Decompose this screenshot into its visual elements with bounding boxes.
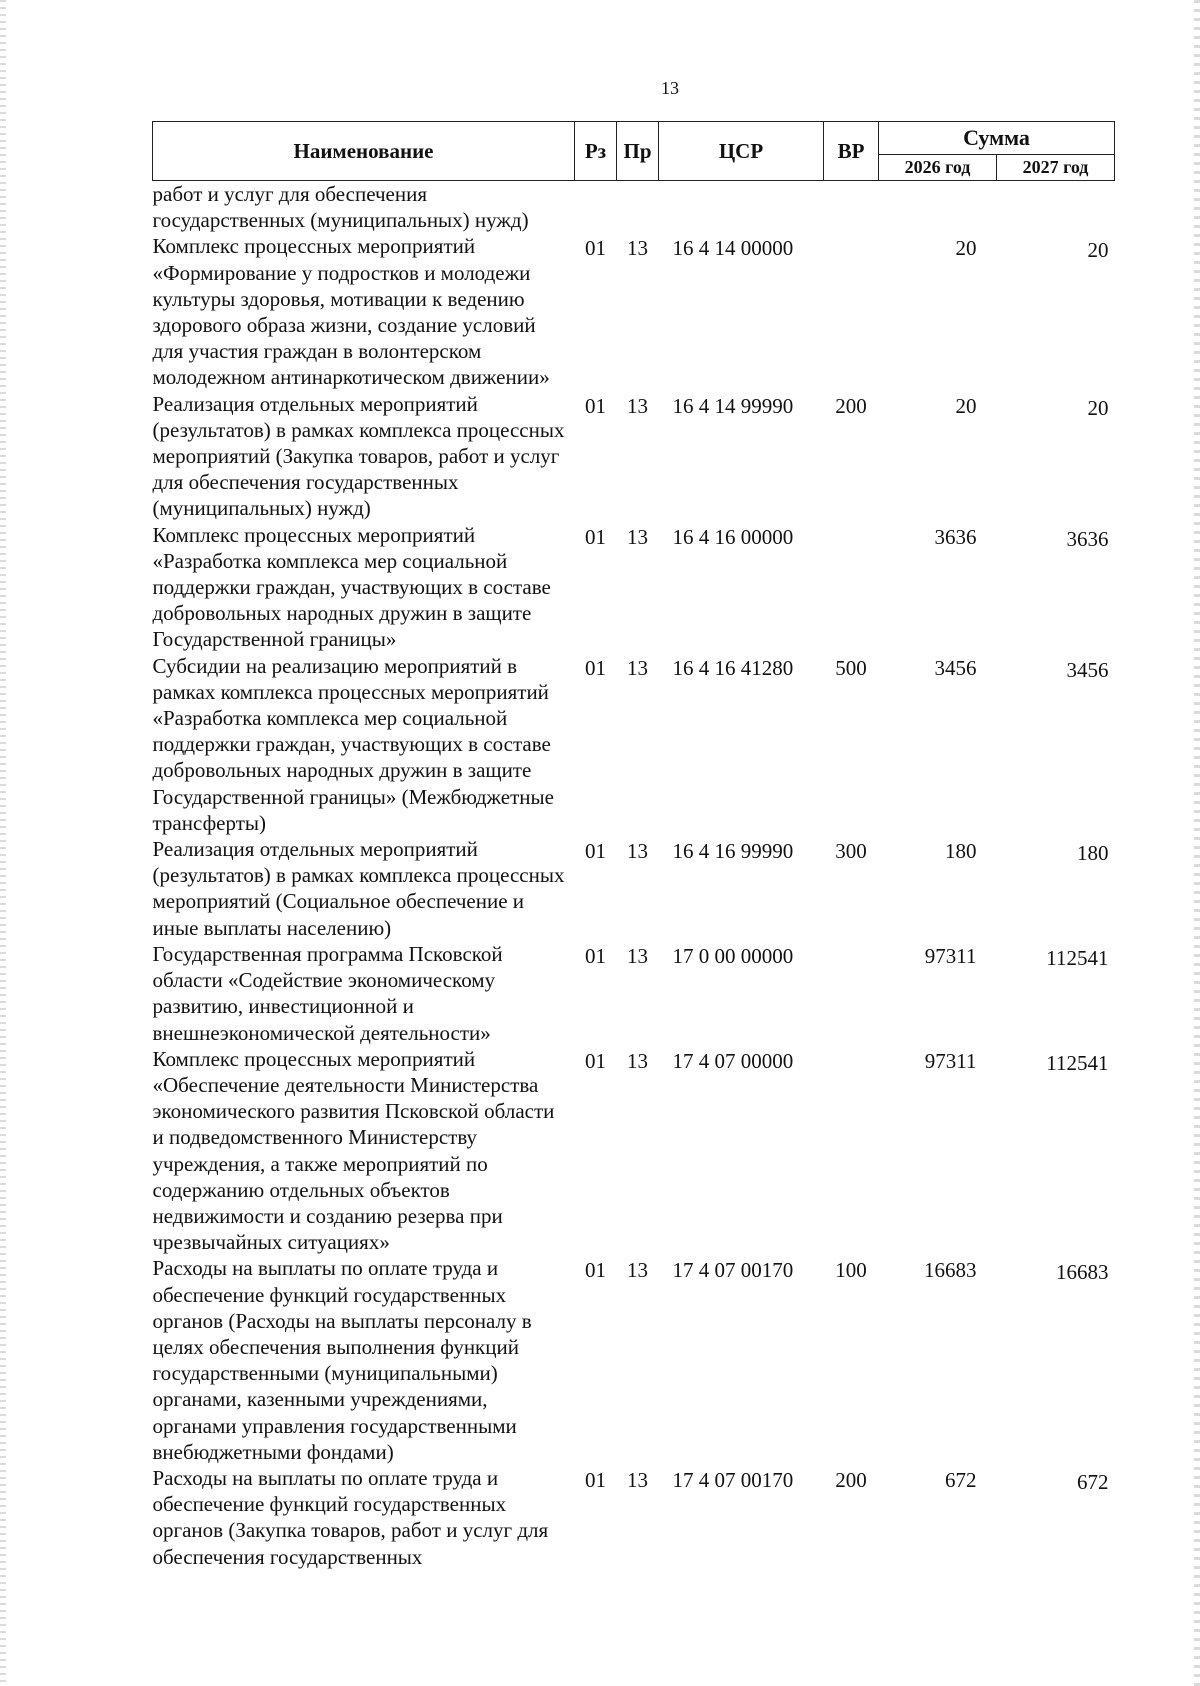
header-name: Наименование	[153, 122, 575, 181]
row-sum-2027: 3636	[1066, 526, 1109, 551]
row-sum-2027: 20	[1087, 395, 1109, 420]
row-sum-2026: 20	[955, 236, 977, 261]
row-name: Реализация отдельных мероприятий (результатов) в рамках комплекса процессных мероприятий (Социальное обеспечение и иные выплаты населению)	[152, 837, 565, 940]
row-vr: 500	[835, 655, 867, 680]
row-pr: 13	[627, 524, 648, 549]
table-row	[153, 653, 1115, 836]
table-row	[153, 522, 1115, 653]
row-rz: 01	[585, 1258, 606, 1283]
row-vr	[824, 181, 879, 234]
row-sum-2026: 16683	[924, 1258, 977, 1283]
row-sum-2027: 20	[1087, 238, 1109, 263]
row-csr: 16 4 16 99990	[672, 839, 794, 864]
row-csr: 17 4 07 00000	[672, 1048, 794, 1073]
table-row	[153, 1255, 1115, 1465]
row-sum-2026: 180	[945, 839, 977, 864]
table-row	[153, 233, 1115, 390]
row-pr: 13	[627, 839, 648, 864]
budget-table	[152, 121, 1115, 1570]
row-sum-2027: 16683	[1056, 1260, 1109, 1285]
row-pr: 13	[627, 393, 648, 418]
row-sum-2027: 672	[1077, 1469, 1109, 1494]
table-header	[153, 122, 1115, 181]
row-pr: 13	[627, 655, 648, 680]
row-pr: 13	[627, 1467, 648, 1492]
row-vr: 200	[835, 393, 867, 418]
row-pr: 13	[627, 1048, 648, 1073]
row-name: Государственная программа Псковской области «Содействие экономическому развитию, инвестиционной и внешнеэкономической деятельности»	[152, 941, 503, 1045]
row-vr: 200	[835, 1467, 867, 1492]
row-sum-2027: 112541	[1046, 945, 1109, 970]
header-sum: Сумма	[879, 122, 1115, 155]
row-name: Расходы на выплаты по оплате труда и обеспечение функций государственных органов (Расходы на выплаты персоналу в целях обеспечения выполнения функций государственными (муниципальными) органами, казенными учреждениями, органами управления государственными внебюджетными фондами)	[152, 1256, 532, 1464]
row-rz: 01	[585, 1048, 606, 1073]
row-sum-2026: 97311	[924, 943, 977, 968]
header-year-2027: 2027 год	[997, 154, 1115, 180]
row-csr: 16 4 14 99990	[672, 393, 794, 418]
row-sum-2026: 3456	[934, 655, 977, 680]
row-csr: 17 4 07 00170	[672, 1467, 794, 1492]
table-row	[153, 836, 1115, 941]
row-vr	[824, 233, 879, 390]
row-rz: 01	[585, 655, 606, 680]
row-vr	[824, 941, 879, 1046]
table-row	[153, 1465, 1115, 1570]
scan-edge-right	[1194, 0, 1200, 1686]
row-rz: 01	[585, 236, 606, 261]
row-sum-2026: 672	[945, 1467, 977, 1492]
table-row	[153, 391, 1115, 522]
row-rz: 01	[585, 393, 606, 418]
row-name: работ и услуг для обеспечения государственных (муниципальных) нужд)	[152, 182, 529, 233]
row-csr: 16 4 14 00000	[672, 236, 794, 261]
row-sum-2027: 112541	[1046, 1050, 1109, 1075]
row-vr: 100	[835, 1258, 867, 1283]
row-pr: 13	[627, 1258, 648, 1283]
header-csr: ЦСР	[659, 122, 824, 181]
header-vr: ВР	[824, 122, 879, 181]
row-name: Расходы на выплаты по оплате труда и обеспечение функций государственных органов (Закупка товаров, работ и услуг для обеспечения государственных	[152, 1465, 549, 1569]
table-row	[153, 941, 1115, 1046]
row-rz: 01	[585, 943, 606, 968]
row-rz	[575, 181, 617, 234]
row-sum-2027: 180	[1077, 841, 1109, 866]
row-name: Комплекс процессных мероприятий «Разработка комплекса мер социальной поддержки граждан, участвующих в составе добровольных народных дружин в защите Государственной границы»	[152, 522, 551, 652]
row-name: Комплекс процессных мероприятий «Формирование у подростков и молодежи культуры здоровья, мотивации к ведению здорового образа жизни, создание условий для участия граждан в волонтерском молодежном антинаркотическом движении»	[152, 234, 550, 390]
row-sum-2026: 20	[955, 393, 977, 418]
row-name: Субсидии на реализацию мероприятий в рамках комплекса процессных мероприятий «Разработка комплекса мер социальной поддержки граждан, участвующих в составе добровольных народных дружин в защите Государственной границы» (Межбюджетные трансферты)	[152, 653, 554, 835]
row-sum-2027	[997, 181, 1115, 234]
row-vr	[824, 1046, 879, 1256]
row-pr	[617, 181, 659, 234]
row-rz: 01	[585, 1467, 606, 1492]
row-vr	[824, 522, 879, 653]
row-pr: 13	[627, 236, 648, 261]
table-row	[153, 181, 1115, 234]
header-rz: Рз	[575, 122, 617, 181]
table-row	[153, 1046, 1115, 1256]
row-csr: 17 0 00 00000	[672, 943, 794, 968]
header-pr: Пр	[617, 122, 659, 181]
row-rz: 01	[585, 839, 606, 864]
row-pr: 13	[627, 943, 648, 968]
budget-sheet	[152, 121, 1114, 1570]
row-name: Реализация отдельных мероприятий (результатов) в рамках комплекса процессных мероприятий (Закупка товаров, работ и услуг для обеспечения государственных (муниципальных) нужд)	[152, 391, 565, 521]
header-year-2026: 2026 год	[879, 154, 997, 180]
row-csr: 16 4 16 41280	[672, 655, 794, 680]
row-csr: 17 4 07 00170	[672, 1258, 794, 1283]
row-csr: 16 4 16 00000	[672, 524, 794, 549]
row-sum-2026: 3636	[934, 524, 977, 549]
row-sum-2027: 3456	[1066, 657, 1109, 682]
row-sum-2026: 97311	[924, 1048, 977, 1073]
row-name: Комплекс процессных мероприятий «Обеспечение деятельности Министерства экономического развития Псковской области и подведомственного Министерству учреждения, а также мероприятий по содержанию отдельных объектов недвижимости и созданию резерва при чрезвычайных ситуациях»	[152, 1046, 555, 1255]
scan-edge-left	[0, 0, 6, 1686]
page-number: 13	[661, 78, 679, 98]
row-csr	[659, 181, 824, 234]
row-rz: 01	[585, 524, 606, 549]
row-sum-2026	[879, 181, 997, 234]
row-vr: 300	[835, 839, 867, 864]
